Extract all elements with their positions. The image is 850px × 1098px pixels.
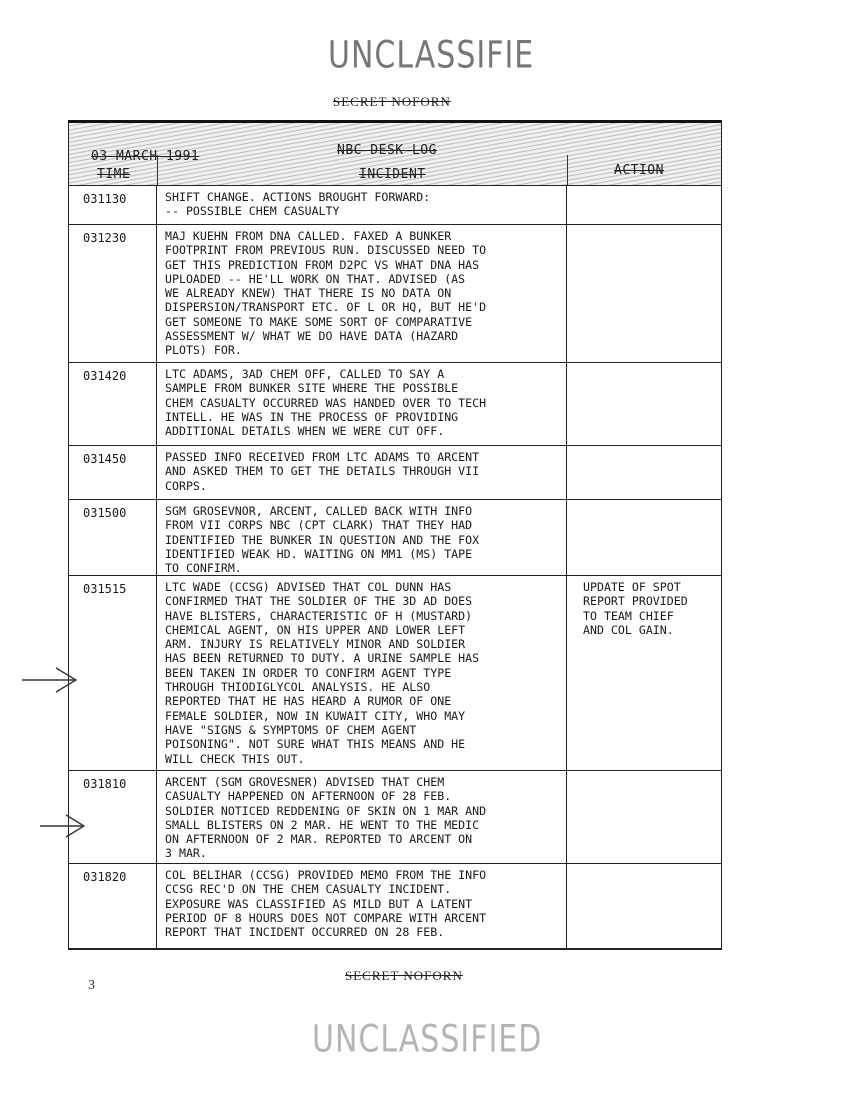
entry-time: 031810 [69, 771, 157, 863]
entry-time: 031820 [69, 864, 157, 948]
header-divider [567, 155, 568, 185]
column-header-incident: INCIDENT [359, 167, 426, 182]
log-row [69, 446, 721, 500]
entry-action [567, 771, 720, 863]
entry-incident: ARCENT (SGM GROVESNER) ADVISED THAT CHEM CASUALTY HAPPENED ON AFTERNOON OF 28 FEB. SOLDIER NOTICED REDDENING OF SKIN ON 1 MAR AND SMALL BLISTERS ON 2 MAR. HE WENT TO THE MEDIC ON AFTERNOON OF 2 MAR. REPORTED TO ARCENT ON 3 MAR. [157, 771, 567, 863]
entry-time: 031230 [69, 225, 157, 362]
log-row [69, 225, 721, 363]
entry-action [567, 186, 720, 224]
entry-action [567, 446, 720, 499]
log-row [69, 186, 721, 225]
column-header-time: TIME [97, 167, 131, 182]
entry-time: 031130 [69, 186, 157, 224]
entry-incident: LTC WADE (CCSG) ADVISED THAT COL DUNN HAS CONFIRMED THAT THE SOLDIER OF THE 3D AD DOES HAVE BLISTERS, CHARACTERISTIC OF H (MUSTARD) CHEMICAL AGENT, ON HIS UPPER AND LOWER LEFT ARM. INJURY IS RELATIVELY MINOR AND SOLDIER HAS BEEN RETURNED TO DUTY. A URINE SAMPLE HAS BEEN TAKEN IN ORDER TO CONFIRM AGENT TYPE THROUGH THIODIGLYCOL ANALYSIS. HE ALSO REPORTED THAT HE HAS HEARD A RUMOR OF ONE FEMALE SOLDIER, NOW IN KUWAIT CITY, WHO MAY HAVE "SIGNS & SYMPTOMS OF CHEM AGENT POISONING". NOT SURE WHAT THIS MEANS AND HE WILL CHECK THIS OUT. [157, 576, 567, 770]
entry-action: UPDATE OF SPOT REPORT PROVIDED TO TEAM CHIEF AND COL GAIN. [583, 580, 688, 637]
header-divider [157, 155, 158, 185]
classification-caveat-top: SECRET NOFORN [333, 94, 451, 109]
entry-action [567, 864, 720, 948]
entry-action [567, 363, 720, 445]
entry-action [567, 500, 720, 575]
nbc-desk-log-table [68, 120, 722, 950]
entry-incident: LTC ADAMS, 3AD CHEM OFF, CALLED TO SAY A SAMPLE FROM BUNKER SITE WHERE THE POSSIBLE CHEM CASUALTY OCCURRED WAS HANDED OVER TO TECH INTELL. HE WAS IN THE PROCESS OF PROVIDING ADDITIONAL DETAILS WHEN WE WERE CUT OFF. [157, 363, 567, 445]
column-header-action: ACTION [614, 163, 664, 178]
entry-time: 031420 [69, 363, 157, 445]
entry-incident: PASSED INFO RECEIVED FROM LTC ADAMS TO ARCENT AND ASKED THEM TO GET THE DETAILS THROUGH VII CORPS. [157, 446, 567, 499]
entry-incident: COL BELIHAR (CCSG) PROVIDED MEMO FROM THE INFO CCSG REC'D ON THE CHEM CASUALTY INCIDENT. EXPOSURE WAS CLASSIFIED AS MILD BUT A LATENT PERIOD OF 8 HOURS DOES NOT COMPARE WITH ARCENT REPORT THAT INCIDENT OCCURRED ON 28 FEB. [157, 864, 567, 948]
entry-time: 031450 [69, 446, 157, 499]
log-title: NBC DESK LOG [337, 143, 437, 158]
log-date: 03 MARCH 1991 [91, 149, 200, 164]
entry-time: 031515 [69, 576, 157, 770]
page-number: 3 [88, 978, 95, 993]
log-row [69, 576, 721, 771]
unclassified-stamp-bottom: UNCLASSIFIED [312, 1017, 543, 1062]
entry-time: 031500 [69, 500, 157, 575]
handwritten-arrow-icon [38, 812, 88, 840]
entry-incident: MAJ KUEHN FROM DNA CALLED. FAXED A BUNKER FOOTPRINT FROM PREVIOUS RUN. DISCUSSED NEED TO GET THIS PREDICTION FROM D2PC VS WHAT DNA HAS UPLOADED -- HE'LL WORK ON THAT. ADVISED (AS WE ALREADY KNEW) THAT THERE IS NO DATA ON DISPERSION/TRANSPORT ETC. OF L OR HQ, BUT HE'D GET SOMEONE TO MAKE SOME SORT OF COMPARATIVE ASSESSMENT W/ WHAT WE DO HAVE DATA (HAZARD PLOTS) FOR. [157, 225, 567, 362]
handwritten-arrow-icon [20, 664, 80, 694]
log-row [69, 864, 721, 948]
unclassified-stamp-top: UNCLASSIFIE [328, 33, 535, 78]
log-row [69, 500, 721, 576]
classification-caveat-bottom: SECRET NOFORN [345, 968, 463, 983]
log-row [69, 771, 721, 864]
log-header-band [69, 123, 721, 186]
entry-action [567, 225, 720, 362]
entry-incident: SHIFT CHANGE. ACTIONS BROUGHT FORWARD: -- POSSIBLE CHEM CASUALTY [157, 186, 567, 224]
entry-incident: SGM GROSEVNOR, ARCENT, CALLED BACK WITH INFO FROM VII CORPS NBC (CPT CLARK) THAT THEY HAD IDENTIFIED THE BUNKER IN QUESTION AND THE FOX IDENTIFIED WEAK HD. WAITING ON MM1 (MS) TAPE TO CONFIRM. [157, 500, 567, 575]
log-row [69, 363, 721, 446]
